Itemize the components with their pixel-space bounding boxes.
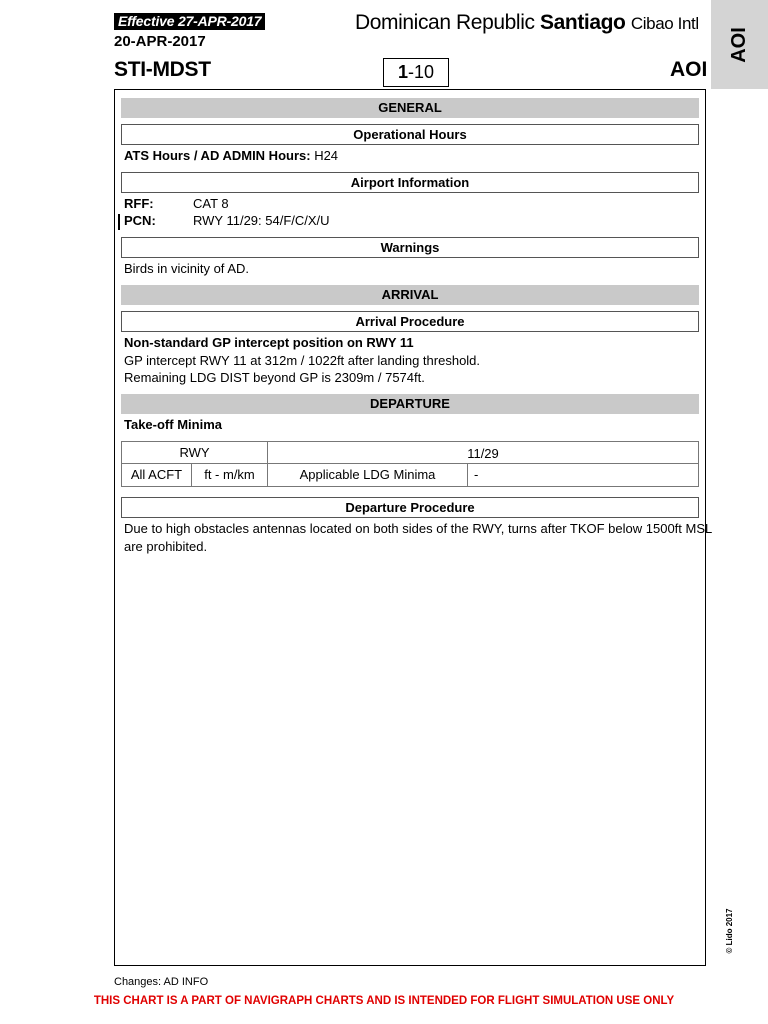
takeoff-minima-heading: Take-off Minima xyxy=(124,417,222,432)
copyright-notice: © Lido 2017 xyxy=(725,908,734,954)
ats-hours-value: H24 xyxy=(310,148,339,163)
pcn-value: RWY 11/29: 54/F/C/X/U xyxy=(193,213,330,228)
issue-date: 20-APR-2017 xyxy=(114,33,206,50)
operational-hours-title: Operational Hours xyxy=(121,124,699,145)
departure-procedure-line2: are prohibited. xyxy=(124,539,208,554)
ats-hours-line xyxy=(124,148,338,163)
city-name: Santiago xyxy=(540,11,626,34)
revision-bar xyxy=(118,214,120,230)
acft-cell: All ACFT xyxy=(121,463,192,487)
ats-hours-label: ATS Hours / AD ADMIN Hours: xyxy=(124,148,311,163)
takeoff-minima-table xyxy=(121,441,699,487)
airport-name: Cibao Intl xyxy=(630,14,699,33)
general-heading: GENERAL xyxy=(121,98,699,118)
pcn-label: PCN: xyxy=(124,213,156,228)
airport-title xyxy=(355,11,699,35)
warnings-title: Warnings xyxy=(121,237,699,258)
rff-label: RFF: xyxy=(124,196,154,211)
departure-procedure-line1: Due to high obstacles antennas located on both sides of the RWY, turns after TKOF below 1500ft MSL xyxy=(124,521,713,536)
departure-heading: DEPARTURE xyxy=(121,394,699,414)
ldg-dist-line: Remaining LDG DIST beyond GP is 2309m / 7574ft. xyxy=(124,370,425,385)
effective-date-label: Effective 27-APR-2017 xyxy=(114,13,265,30)
units-cell: ft - m/km xyxy=(191,463,268,487)
aoi-label: AOI xyxy=(670,58,708,81)
gp-intercept-heading: Non-standard GP intercept position on RWY 11 xyxy=(124,335,414,350)
rwy-value-cell: 11/29 xyxy=(267,441,699,464)
page-number-box xyxy=(383,58,449,87)
page-number-bold: 1 xyxy=(397,62,408,82)
country-name: Dominican Republic xyxy=(355,11,535,34)
simulation-disclaimer: THIS CHART IS A PART OF NAVIGRAPH CHARTS AND IS INTENDED FOR FLIGHT SIMULATION USE ONLY xyxy=(93,995,675,1007)
page-number-rest: -10 xyxy=(408,62,435,82)
warnings-text: Birds in vicinity of AD. xyxy=(124,261,249,276)
arrival-procedure-title: Arrival Procedure xyxy=(121,311,699,332)
arrival-heading: ARRIVAL xyxy=(121,285,699,305)
side-tab-label: AOI xyxy=(728,27,750,63)
airport-information-title: Airport Information xyxy=(121,172,699,193)
changes-note: Changes: AD INFO xyxy=(114,976,209,988)
departure-procedure-title: Departure Procedure xyxy=(121,497,699,518)
chart-code: STI-MDST xyxy=(114,58,211,81)
rff-value: CAT 8 xyxy=(193,196,229,211)
applicable-ldg-minima-cell: Applicable LDG Minima xyxy=(267,463,468,487)
minima-value-cell: - xyxy=(467,463,699,487)
rwy-header-cell: RWY xyxy=(121,441,268,464)
gp-intercept-line: GP intercept RWY 11 at 312m / 1022ft after landing threshold. xyxy=(124,353,481,368)
